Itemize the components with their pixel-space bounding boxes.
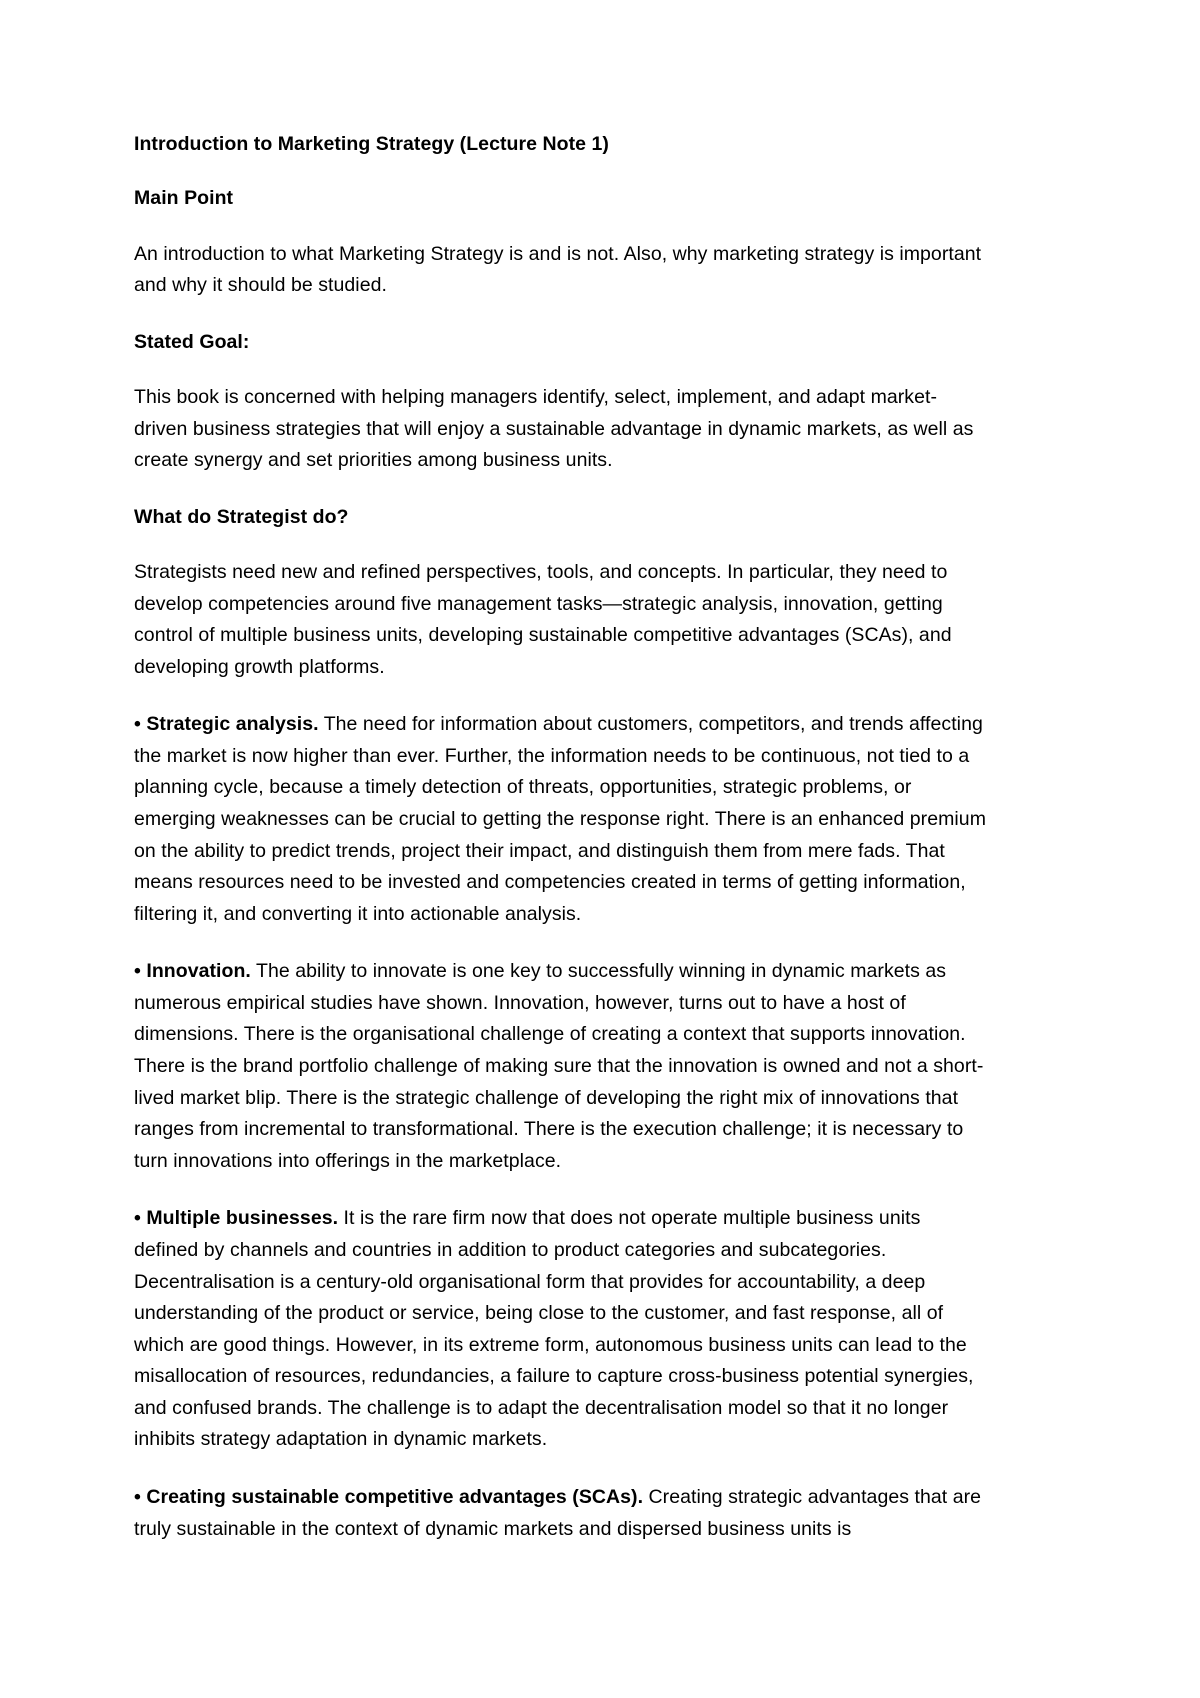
- bullet-item-multiple-businesses: [134, 1203, 990, 1456]
- section-paragraph-what-do-strategist-do: Strategists need new and refined perspectives, tools, and concepts. In particular, they need to develop competencies around five management tasks—strategic analysis, innovation, getting control of multiple business units, developing sustainable competitive advantages (SCAs), and developing growth platforms.: [134, 560, 952, 678]
- bullet-marker-icon: •: [134, 713, 147, 736]
- page-title: Introduction to Marketing Strategy (Lecture Note 1): [134, 133, 609, 155]
- bullet-text: The need for information about customers, competitors, and trends affecting the market is now higher than ever. Further, the information needs to be continuous, not tied to a planning cycle, because a timely detection of threats, opportunities, strategic problems, or emerging weaknesses can be crucial to getting the response right. There is an enhanced premium on the ability to predict trends, project their impact, and distinguish them from mere fads. That means resources need to be invested and competencies created in terms of getting information, filtering it, and converting it into actionable analysis.: [134, 713, 986, 925]
- bullet-lead-label: Creating sustainable competitive advantages (SCAs).: [146, 1485, 644, 1508]
- bullet-text: It is the rare firm now that does not operate multiple business units defined by channels and countries in addition to product categories and subcategories. Decentralisation is a century-old organisational form that provides for accountability, a deep understanding of the product or service, being close to the customer, and fast response, all of which are good things. However, in its extreme form, autonomous business units can lead to the misallocation of resources, redundancies, a failure to capture cross-business potential synergies, and confused brands. The challenge is to adapt the decentralisation model so that it no longer inhibits strategy adaptation in dynamic markets.: [134, 1207, 974, 1451]
- section-heading-what-do-strategist-do: What do Strategist do?: [134, 505, 349, 528]
- section-heading-main-point: Main Point: [134, 187, 234, 210]
- section-paragraph-stated-goal: This book is concerned with helping managers identify, select, implement, and adapt market- driven business strategies that will enjoy a sustainable advantage in dynamic markets, as well as create synergy and set priorities among business units.: [134, 385, 974, 472]
- section-heading-stated-goal: Stated Goal:: [134, 330, 250, 353]
- bullet-marker-icon: •: [134, 960, 147, 983]
- bullet-item-strategic-analysis: [134, 709, 990, 930]
- bullet-text: The ability to innovate is one key to successfully winning in dynamic markets as numerous empirical studies have shown. Innovation, however, turns out to have a host of dimensions. There is the organisational challenge of creating a context that supports innovation. There is the brand portfolio challenge of making sure that the innovation is owned and not a short-lived market blip. There is the strategic challenge of developing the right mix of innovations that ranges from incremental to transformational. There is the execution challenge; it is necessary to turn innovations into offerings in the marketplace.: [134, 960, 984, 1172]
- bullet-lead-label: Innovation.: [146, 960, 251, 983]
- bullet-lead-label: Strategic analysis.: [146, 713, 319, 736]
- section-paragraph-main-point: An introduction to what Marketing Strategy is and is not. Also, why marketing strategy is important and why it should be studied.: [134, 242, 982, 297]
- bullet-item-creating-scas: [134, 1482, 990, 1545]
- bullet-text: Creating strategic advantages that are truly sustainable in the context of dynamic markets and dispersed business units is: [134, 1485, 982, 1540]
- bullet-marker-icon: •: [134, 1207, 147, 1230]
- document-body: [134, 130, 990, 1545]
- bullet-lead-label: Multiple businesses.: [146, 1207, 339, 1230]
- bullet-marker-icon: •: [134, 1485, 147, 1508]
- bullet-item-innovation: [134, 956, 990, 1177]
